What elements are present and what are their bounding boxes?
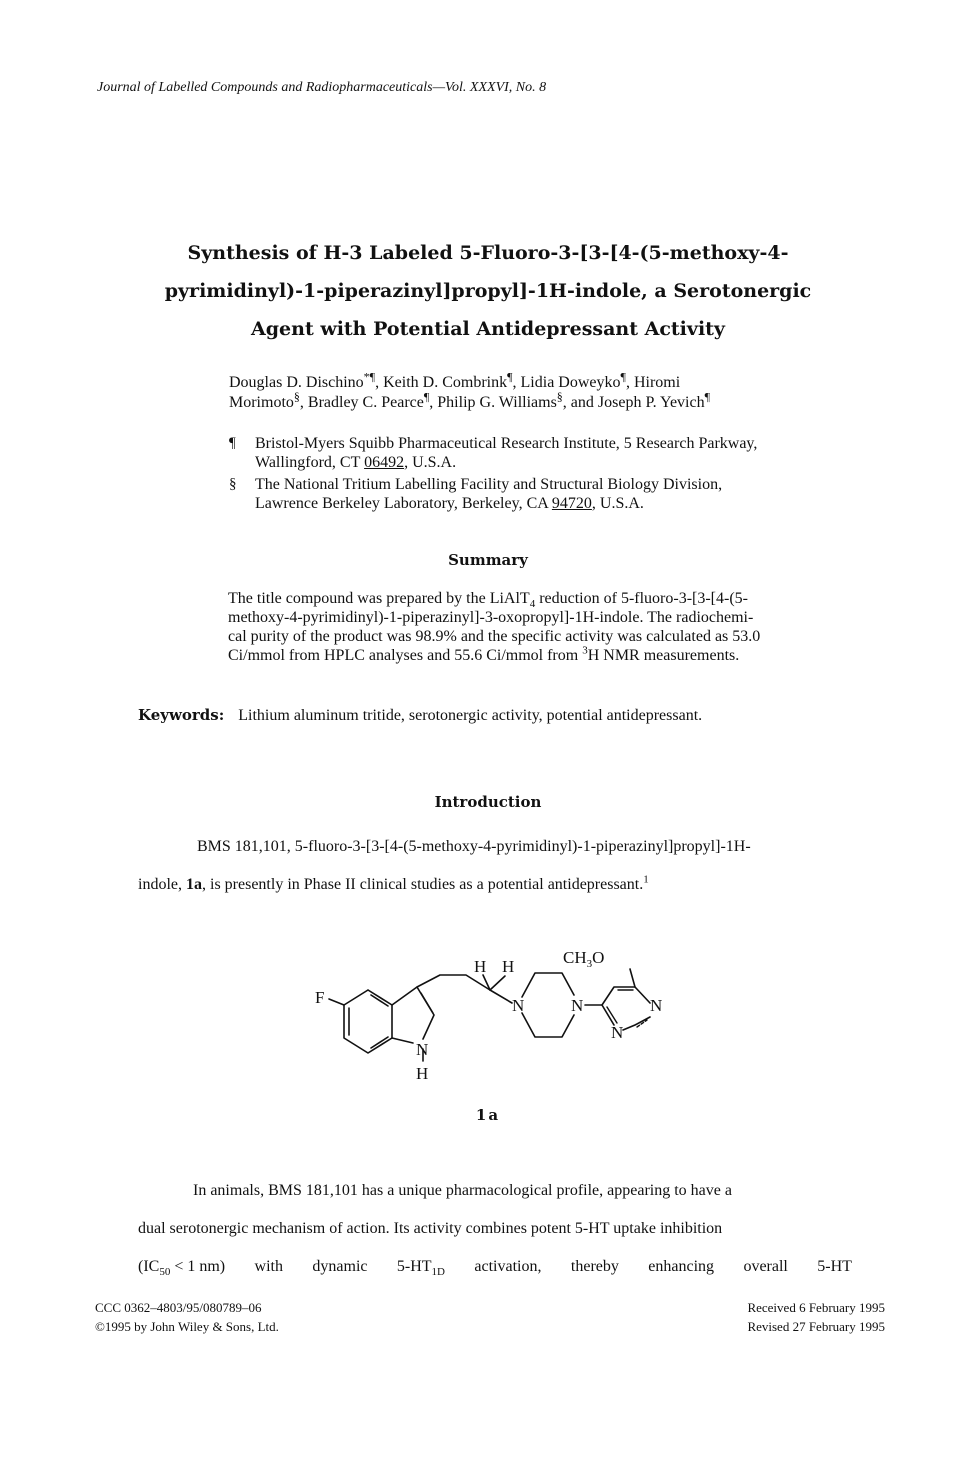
atom-h-2: H bbox=[502, 957, 515, 976]
summary-text: The title compound was prepared by the LiAlT$_4$ reduction of 5-fluoro-3-[3-[4-(5- methoxy-4-pyrimidinyl)-1-piperazinyl]-3-oxopropyl]-1H-indole. The radiochemi- cal purity of the product was 98.9% and the specific activity was calculated as 53.0 Ci/mmol from HPLC analyses and 55.6 Ci/mmol from $^3$H NMR measurements. bbox=[228, 590, 761, 664]
keywords bbox=[138, 706, 702, 725]
affiliation-mark: § bbox=[229, 476, 237, 492]
journal-header: Journal of Labelled Compounds and Radiopharmaceuticals—Vol. XXXVI, No. 8 bbox=[97, 80, 547, 95]
revised-date: Revised 27 February 1995 bbox=[747, 1319, 885, 1334]
summary-heading: Summary bbox=[448, 551, 528, 569]
introduction-paragraph: BMS 181,101, 5-fluoro-3-[3-[4-(5-methoxy-4-pyrimidinyl)-1-piperazinyl]propyl]-1H- indole, 1a, is presently in Phase II clinical studies as a potential antidepressant.$^1$ bbox=[138, 838, 751, 893]
affiliation-text: Bristol-Myers Squibb Pharmaceutical Research Institute, 5 Research Parkway, Wallingford, CT 06492, U.S.A. bbox=[255, 435, 758, 471]
affiliation-lbl bbox=[229, 475, 859, 513]
affiliation-mark: ¶ bbox=[229, 435, 236, 451]
atom-piperazine-n1: N bbox=[512, 996, 525, 1015]
atom-indole-h: H bbox=[416, 1064, 429, 1083]
affiliation-bms bbox=[229, 434, 859, 472]
chemical-structure-1a bbox=[300, 945, 680, 1095]
author-list bbox=[229, 369, 869, 413]
compound-label: 1a bbox=[475, 1106, 501, 1124]
atom-indole-n: N bbox=[416, 1040, 429, 1059]
keywords-label: Keywords: bbox=[138, 706, 225, 724]
footer-right bbox=[660, 1298, 885, 1336]
received-date: Received 6 February 1995 bbox=[747, 1300, 885, 1315]
author-line-1: Douglas D. Dischino*¶, Keith D. Combrink¶, Lidia Doweyko¶, Hiromi bbox=[229, 369, 681, 391]
body-paragraph: In animals, BMS 181,101 has a unique pharmacological profile, appearing to have a dual serotonergic mechanism of action. Its activity combines potent 5-HT uptake inhibition ($IC_{50} < 1$ nm) with dynamic $5-HT_{1D}$ activation, thereby enhancing overall 5-HT bbox=[138, 1182, 852, 1279]
title-line-2: pyrimidinyl)-1-piperazinyl]propyl]-1H-indole, a Serotonergic bbox=[164, 280, 812, 302]
atom-pyrimidine-n2: N bbox=[611, 1023, 624, 1042]
atom-fluorine: F bbox=[315, 988, 325, 1007]
atom-pyrimidine-n1: N bbox=[650, 996, 663, 1015]
affiliation-text: The National Tritium Labelling Facility and Structural Biology Division, Lawrence Berkeley Laboratory, Berkeley, CA 94720, U.S.A. bbox=[255, 476, 723, 512]
introduction-heading: Introduction bbox=[434, 793, 542, 811]
paper-title bbox=[120, 234, 856, 348]
keywords-text: Lithium aluminum tritide, serotonergic activity, potential antidepressant. bbox=[238, 707, 703, 724]
author-line-2: Morimoto§, Bradley C. Pearce¶, Philip G. Williams§, and Joseph P. Yevich¶ bbox=[229, 389, 711, 411]
atom-piperazine-n2: N bbox=[571, 996, 584, 1015]
footer-left bbox=[95, 1298, 279, 1336]
title-line-3: Agent with Potential Antidepressant Activity bbox=[251, 318, 725, 340]
atom-h-1: H bbox=[474, 957, 487, 976]
ccc-code: CCC 0362–4803/95/080789–06 bbox=[95, 1300, 262, 1315]
title-line-1: Synthesis of H-3 Labeled 5-Fluoro-3-[3-[4-(5-methoxy-4- bbox=[187, 242, 789, 264]
copyright: ©1995 by John Wiley & Sons, Ltd. bbox=[95, 1319, 279, 1334]
group-methoxy: $CH_3O$ bbox=[563, 948, 605, 970]
